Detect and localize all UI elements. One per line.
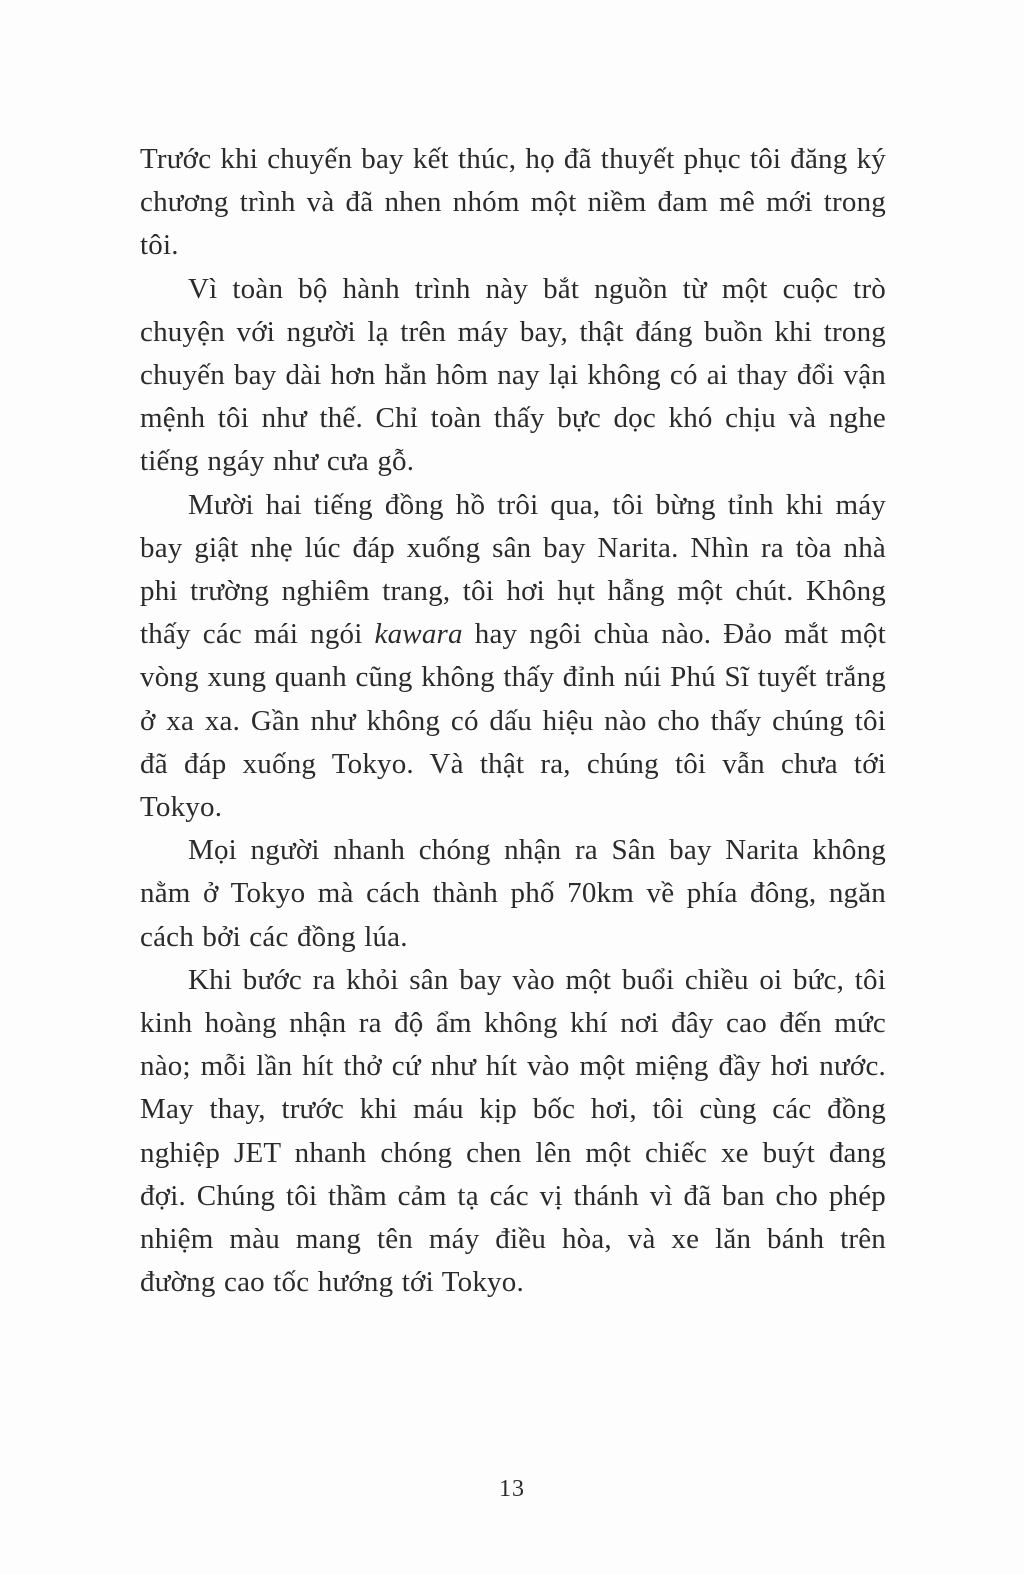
paragraph-text: Khi bước ra khỏi sân bay vào một buổi chiều oi bức, tôi kinh hoàng nhận ra độ ẩm không khí nơi đây cao đến mức nào; mỗi lần hít thở cứ như hít vào một miệng đầy hơi nước. May thay, trước khi máu kịp bốc hơi, tôi cùng các đồng nghiệp JET nhanh chóng chen lên một chiếc xe buýt đang đợi. Chúng tôi thầm cảm tạ các vị thánh vì đã ban cho phép nhiệm màu mang tên máy điều hòa, và xe lăn bánh trên đường cao tốc hướng tới Tokyo.	[140, 963, 886, 1299]
page-footer	[0, 1476, 1024, 1503]
paragraph-text: Mười hai tiếng đồng hồ trôi qua, tôi bừng tỉnh khi máy bay giật nhẹ lúc đáp xuống sân bay Narita. Nhìn ra tòa nhà phi trường nghiêm trang, tôi hơi hụt hẫng một chút. Không thấy các mái ngói	[140, 488, 886, 651]
paragraph	[140, 484, 886, 830]
paragraph-text: hay ngôi chùa nào. Đảo mắt một vòng xung quanh cũng không thấy đỉnh núi Phú Sĩ tuyết trắng ở xa xa. Gần như không có dấu hiệu nào cho thấy chúng tôi đã đáp xuống Tokyo. Và thật ra, chúng tôi vẫn chưa tới Tokyo.	[140, 618, 886, 824]
paragraph-text: Mọi người nhanh chóng nhận ra Sân bay Narita không nằm ở Tokyo mà cách thành phố 70km về phía đông, ngăn cách bởi các đồng lúa.	[140, 834, 886, 953]
page-number: 13	[499, 1476, 525, 1502]
paragraph	[140, 829, 886, 959]
paragraph	[140, 959, 886, 1305]
paragraph-text-italic: kawara	[374, 618, 463, 651]
paragraph	[140, 268, 886, 484]
paragraph	[140, 138, 886, 268]
paragraph-text: Trước khi chuyến bay kết thúc, họ đã thuyết phục tôi đăng ký chương trình và đã nhen nhóm một niềm đam mê mới trong tôi.	[140, 143, 886, 262]
page-body	[140, 138, 886, 1304]
paragraph-text: Vì toàn bộ hành trình này bắt nguồn từ một cuộc trò chuyện với người lạ trên máy bay, thật đáng buồn khi trong chuyến bay dài hơn hẳn hôm nay lại không có ai thay đổi vận mệnh tôi như thế. Chỉ toàn thấy bực dọc khó chịu và nghe tiếng ngáy như cưa gỗ.	[140, 272, 886, 478]
